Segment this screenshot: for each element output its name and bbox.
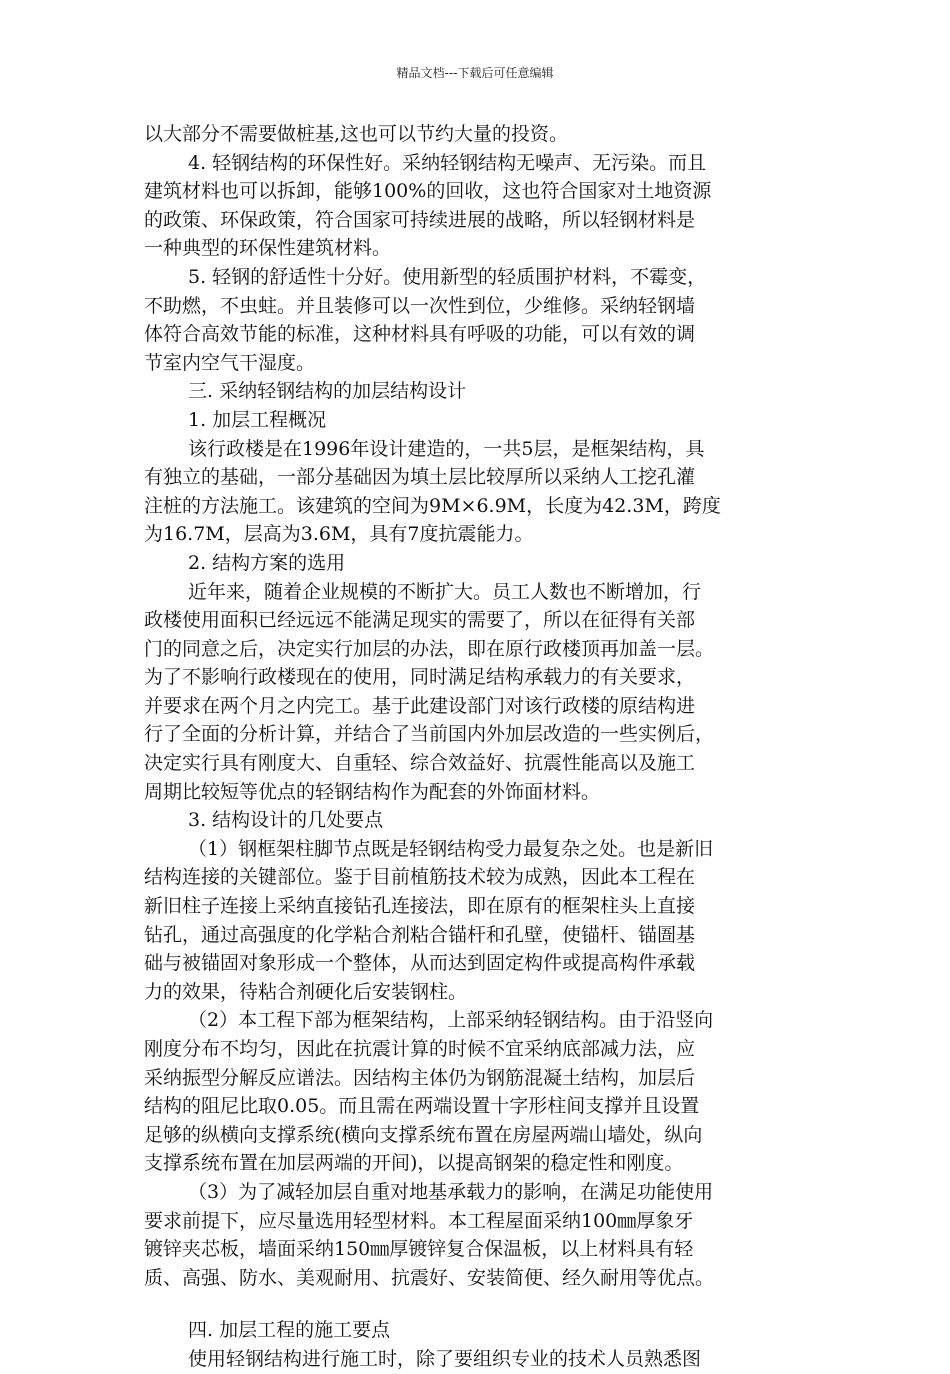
text-line: 力的效果，待粘合剂硬化后安装钢柱。 [144, 980, 468, 1003]
text-line: 节室内空气干湿度。 [144, 351, 316, 374]
text-line: 为16.7M，层高为3.6M，具有7度抗震能力。 [144, 523, 534, 546]
text-line: 支撑系统布置在加层两端的开间)，以提高钢架的稳定性和刚度。 [144, 1152, 684, 1175]
text-line: 镀锌夹芯板，墙面采纳150㎜厚镀锌复合保温板，以上材料具有轻 [144, 1238, 694, 1261]
text-line: 3. 结构设计的几处要点 [188, 809, 384, 832]
text-line: 门的同意之后，决定实行加层的办法，即在原行政楼顶再加盖一层。 [144, 637, 715, 660]
text-line: 的政策、环保政策，符合国家可持续进展的战略，所以轻钢材料是 [144, 208, 696, 231]
text-line: 结构连接的关键部位。鉴于目前植筋技术较为成熟，因此本工程在 [144, 866, 696, 889]
text-line: 四. 加层工程的施工要点 [188, 1319, 391, 1342]
document-body [144, 120, 804, 1374]
text-line: （3）为了减轻加层自重对地基承载力的影响，在满足功能使用 [188, 1180, 714, 1203]
text-line: （1）钢框架柱脚节点既是轻钢结构受力最复杂之处。也是新旧 [188, 837, 714, 860]
page-header: 精品文档---下载后可任意编辑 [396, 66, 554, 80]
text-line: 以大部分不需要做桩基,这也可以节约大量的投资。 [144, 123, 569, 145]
text-line: 要求前提下，应尽量选用轻型材料。本工程屋面采纳100㎜厚象牙 [144, 1209, 694, 1232]
text-line: 础与被锚固对象形成一个整体，从而达到固定构件或提高构件承载 [144, 952, 696, 975]
text-line: 政楼使用面积已经远远不能满足现实的需要了，所以在征得有关部 [144, 609, 696, 632]
text-line: 不助燃，不虫蛀。并且装修可以一次性到位，少维修。采纳轻钢墙 [144, 294, 696, 317]
text-line: 1. 加层工程概况 [188, 408, 327, 431]
text-line: 2. 结构方案的选用 [188, 551, 346, 574]
text-line: 该行政楼是在1996年设计建造的，一共5层，是框架结构，具 [188, 437, 705, 460]
text-line: 钻孔，通过高强度的化学粘合剂粘合锚杆和孔壁，使锚杆、锚圄基 [144, 923, 696, 946]
text-line: 足够的纵横向支撑系统(横向支撑系统布置在房屋两端山墙处，纵向 [144, 1123, 703, 1146]
text-line: 一种典型的环保性建筑材料。 [144, 237, 392, 260]
text-line: 结构的阻尼比取0.05。而且需在两端设置十字形柱间支撑并且设置 [144, 1095, 700, 1118]
text-line: 质、高强、防水、美观耐用、抗震好、安装简便、经久耐用等优点。 [144, 1266, 715, 1289]
text-line: 行了全面的分析计算，并结合了当前国内外加层改造的一些实例后， [144, 723, 715, 746]
text-line: （2）本工程下部为框架结构，上部采纳轻钢结构。由于沿竖向 [188, 1009, 714, 1032]
text-line: 注桩的方法施工。该建筑的空间为9M×6.9M，长度为42.3M，跨度 [144, 494, 721, 517]
paragraph-gap [144, 1292, 804, 1316]
text-line: 决定实行具有刚度大、自重轻、综合效益好、抗震性能高以及施工 [144, 752, 696, 775]
text-line: 周期比较短等优点的轻钢结构作为配套的外饰面材料。 [144, 780, 601, 803]
text-line: 使用轻钢结构进行施工时，除了要组织专业的技术人员熟悉图 [188, 1347, 702, 1370]
text-line: 体符合高效节能的标准，这种材料具有呼吸的功能，可以有效的调 [144, 323, 696, 346]
text-line: 近年来，随着企业规模的不断扩大。员工人数也不断增加，行 [188, 580, 702, 603]
text-line: 为了不影响行政楼现在的使用，同时满足结构承载力的有关要求， [144, 666, 696, 689]
text-line: 新旧柱子连接上采纳直接钻孔连接法，即在原有的框架柱头上直接 [144, 895, 696, 918]
text-line: 刚度分布不均匀，因此在抗震计算的时候不宜采纳底部减力法，应 [144, 1038, 696, 1060]
text-line: 5. 轻钢的舒适性十分好。使用新型的轻质围护材料，不霉变， [188, 265, 707, 288]
text-line: 有独立的基础，一部分基础因为填土层比较厚所以采纳人工挖孔灌 [144, 466, 696, 489]
text-line: 采纳振型分解反应谱法。因结构主体仍为钢筋混凝土结构，加层后 [144, 1066, 696, 1089]
text-line: 建筑材料也可以拆卸，能够100%的回收，这也符合国家对土地资源 [144, 180, 712, 203]
text-line: 三. 采纳轻钢结构的加层结构设计 [188, 380, 467, 403]
text-line: 4. 轻钢结构的环保性好。采纳轻钢结构无噪声、无污染。而且 [188, 151, 707, 174]
text-line: 并要求在两个月之内完工。基于此建设部门对该行政楼的原结构进 [144, 694, 696, 717]
